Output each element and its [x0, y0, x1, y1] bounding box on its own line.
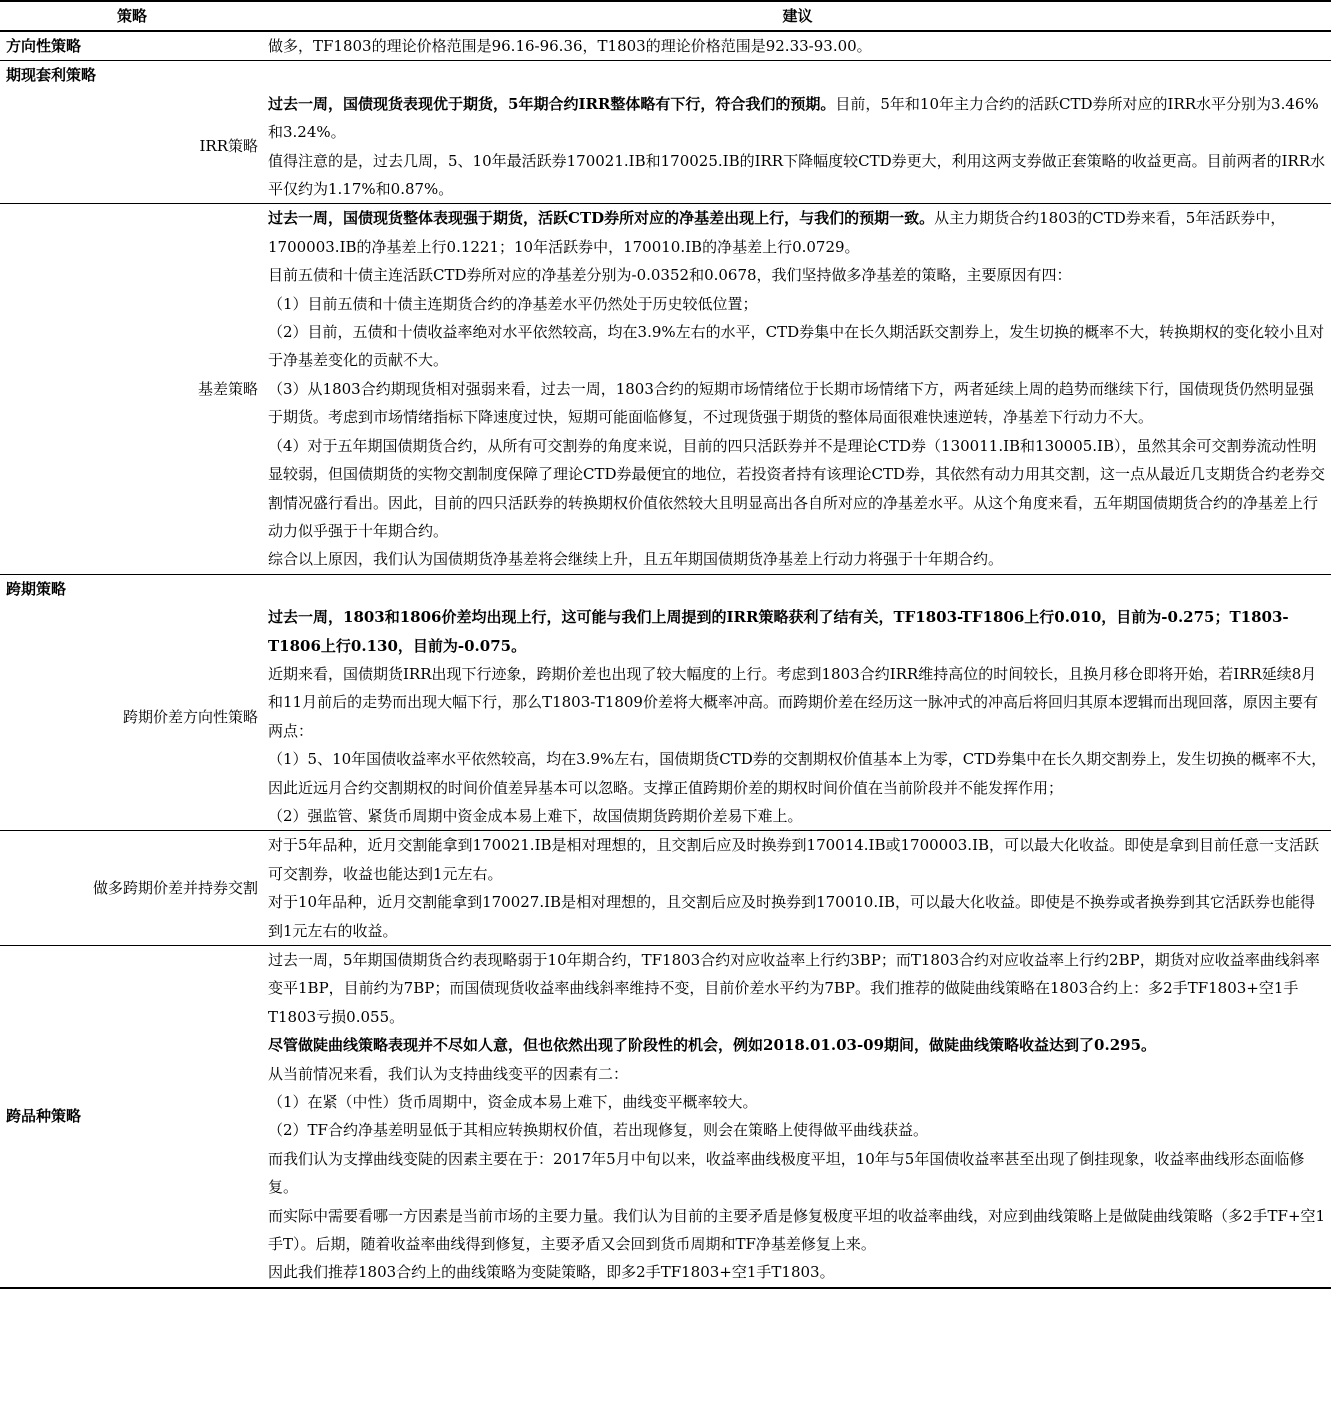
- basis-row: [0, 204, 1331, 574]
- calendar-direction-label: 跨期价差方向性策略: [122, 707, 258, 726]
- intercommodity-content: 过去一周，5年期国债期货合约表现略弱于10年期合约，TF1803合约对应收益率上行约3BP；而T1803合约对应收益率上行约2BP，期货对应收益率曲线斜率变平1BP，目前约为7BP；而国债现货收益率曲线斜率维持不变，目前价差水平约为7BP。我们推荐的做陡曲线策略在1803合约上：多2手TF1803+空1手T1803亏损0.055。 尽管做陡曲线策略表现并不尽如人意，但也依然出现了阶段性的机会，例如2018.01.03-09期间，做陡曲线策略收益达到了0.295。 从当前情况来看，我们认为支持曲线变平的因素有二： （1）在紧（中性）货币周期中，资金成本易上难下，曲线变平概率较大。 （2）TF合约净基差明显低于其相应转换期权价值，若出现修复，则会在策略上使得做平曲线获益。 而我们认为支撑曲线变陡的因素主要在于：2017年5月中旬以来，收益率曲线极度平坦，10年与5年国债收益率甚至出现了倒挂现象，收益率曲线形态面临修复。 而实际中需要看哪一方因素是当前市场的主要力量。我们认为目前的主要矛盾是修复极度平坦的收益率曲线，对应到曲线策略上是做陡曲线策略（多2手TF+空1手T）。后期，随着收益率曲线得到修复，主要矛盾又会回到货币周期和TF净基差修复上来。 因此我们推荐1803合约上的曲线策略为变陡策略，即多2手TF1803+空1手T1803。: [264, 946, 1331, 1288]
- direction-label: 方向性策略: [6, 37, 82, 55]
- irr-label: IRR策略: [199, 137, 258, 156]
- header-suggestion: 建议: [264, 1, 1331, 31]
- calendar-row: [0, 574, 1331, 603]
- header-row: [0, 1, 1331, 31]
- direction-row: [0, 31, 1331, 61]
- header-strategy: 策略: [0, 1, 264, 31]
- basis-content: 过去一周，国债现货整体表现强于期货，活跃CTD券所对应的净基差出现上行，与我们的预期一致。从主力期货合约1803的CTD券来看，5年活跃券中，1700003.IB的净基差上行0.1221；10年活跃券中，170010.IB的净基差上行0.0729。 目前五债和十债主连活跃CTD券所对应的净基差分别为-0.0352和0.0678，我们坚持做多净基差的策略，主要原因有四： （1）目前五债和十债主连期货合约的净基差水平仍然处于历史较低位置； （2）目前，五债和十债收益率绝对水平依然较高，均在3.9%左右的水平，CTD券集中在长久期活跃交割券上，发生切换的概率不大，转换期权的变化较小且对于净基差变化的贡献不大。 （3）从1803合约期现货相对强弱来看，过去一周，1803合约的短期市场情绪位于长期市场情绪下方，两者延续上周的趋势而继续下行，国债现货仍然明显强于期货。考虑到市场情绪指标下降速度过快，短期可能面临修复，不过现货强于期货的整体局面很难快速逆转，净基差下行动力不大。 （4）对于五年期国债期货合约，从所有可交割券的角度来说，目前的四只活跃券并不是理论CTD券（130011.IB和130005.IB），虽然其余可交割券流动性明显较弱，但国债期货的实物交割制度保障了理论CTD券最便宜的地位，若投资者持有该理论CTD券，其依然有动力用其交割，这一点从最近几支期货合约老券交割情况盛行看出。因此，目前的四只活跃券的转换期权价值依然较大且明显高出各自所对应的净基差水平。从这个角度来看，五年期国债期货合约的净基差上行动力似乎强于十年期合约。 综合以上原因，我们认为国债期货净基差将会继续上升，且五年期国债期货净基差上行动力将强于十年期合约。: [264, 204, 1331, 574]
- calendar-hold-label: 做多跨期价差并持券交割: [0, 831, 264, 946]
- arbitrage-row: [0, 61, 1331, 90]
- irr-content: 过去一周，国债现货表现优于期货，5年期合约IRR整体略有下行，符合我们的预期。目前，5年和10年主力合约的活跃CTD券所对应的IRR水平分别为3.46%和3.24%。 值得注意的是，过去几周，5、10年最活跃券170021.IB和170025.IB的IRR下降幅度较CTD券更大，利用这两支券做正套策略的收益更高。目前两者的IRR水平仅约为1.17%和0.87%。: [268, 94, 1326, 199]
- intercommodity-row: [0, 946, 1331, 1288]
- basis-label: 基差策略: [0, 204, 264, 574]
- direction-text: 做多，TF1803的理论价格范围是96.16-96.36，T1803的理论价格范围是92.33-93.00。: [268, 37, 872, 55]
- calendar-hold-row: [0, 831, 1331, 946]
- irr-row: [0, 90, 1331, 204]
- calendar-direction-row: [0, 603, 1331, 831]
- calendar-direction-content: 过去一周，1803和1806价差均出现上行，这可能与我们上周提到的IRR策略获利了结有关，TF1803-TF1806上行0.010，目前为-0.275；T1803-T1806上行0.130，目前为-0.075。 近期来看，国债期货IRR出现下行迹象，跨期价差也出现了较大幅度的上行。考虑到1803合约IRR维持高位的时间较长，且换月移仓即将开始，若IRR延续8月和11月前后的走势而出现大幅下行，那么T1803-T1809价差将大概率冲高。而跨期价差在经历这一脉冲式的冲高后将回归其原本逻辑而出现回落，原因主要有两点： （1）5、10年国债收益率水平依然较高，均在3.9%左右，国债期货CTD券的交割期权价值基本上为零，CTD券集中在长久期交割券上，发生切换的概率不大，因此近远月合约交割期权的时间价值差异基本可以忽略。支撑正值跨期价差的期权时间价值在当前阶段并不能发挥作用； （2）强监管、紧货币周期中资金成本易上难下，故国债期货跨期价差易下难上。: [268, 608, 1327, 825]
- intercommodity-label: 跨品种策略: [0, 946, 264, 1288]
- calendar-hold-content: 对于5年品种，近月交割能拿到170021.IB是相对理想的，且交割后应及时换券到170014.IB或1700003.IB，可以最大化收益。即使是拿到目前任意一支活跃可交割券，收益也能达到1元左右。 对于10年品种，近月交割能拿到170027.IB是相对理想的，且交割后应及时换券到170010.IB，可以最大化收益。即使是不换券或者换券到其它活跃券也能得到1元左右的收益。: [264, 831, 1331, 946]
- arbitrage-label: 期现套利策略: [0, 61, 264, 90]
- calendar-label: 跨期策略: [0, 574, 264, 603]
